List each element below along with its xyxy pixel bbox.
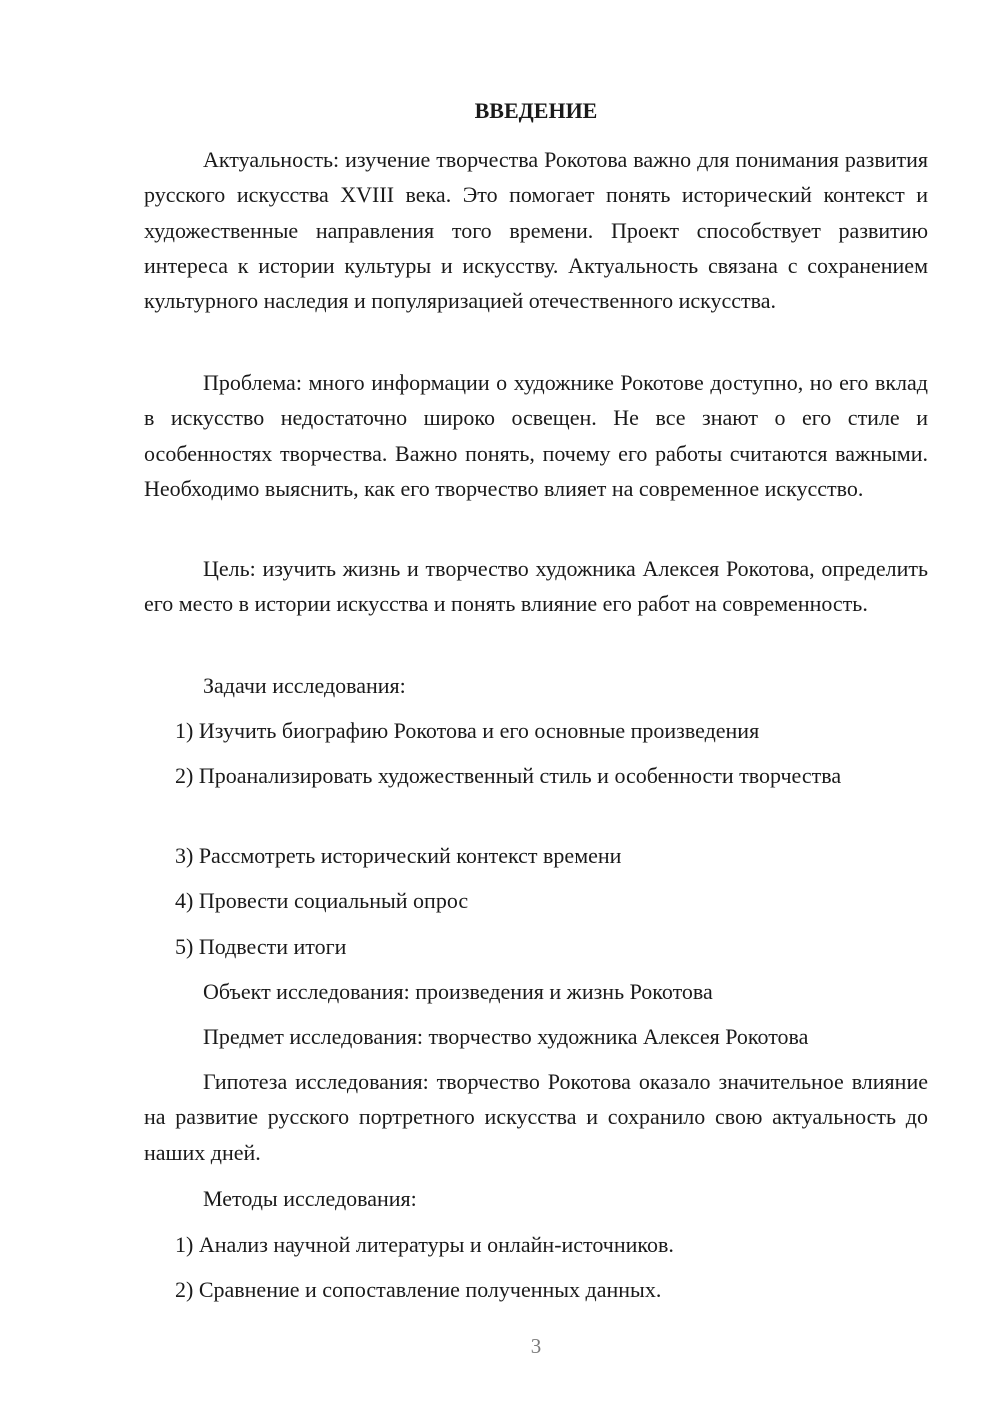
task-item: 2) Проанализировать художественный стиль и особенности творчества — [175, 763, 842, 788]
method-item: 1) Анализ научной литературы и онлайн-источников. — [175, 1232, 674, 1257]
tasks-title: Задачи исследования: — [203, 673, 406, 698]
page-number: 3 — [530, 1334, 542, 1358]
relevance-paragraph: Актуальность: изучение творчества Рокотова важно для понимания развития русского искусства XVIII века. Это помогает понять исторический контекст и художественные направления того времени. Проект способствует развитию интереса к истории культуры и искусству. Актуальность связана с сохранением культурного наследия и популяризацией отечественного искусства. — [144, 147, 928, 314]
subject-paragraph: Предмет исследования: творчество художника Алексея Рокотова — [203, 1024, 809, 1049]
task-item: 4) Провести социальный опрос — [175, 888, 469, 913]
goal-paragraph: Цель: изучить жизнь и творчество художника Алексея Рокотова, определить его место в истории искусства и понять влияние его работ на современность. — [144, 556, 928, 617]
task-item: 3) Рассмотреть исторический контекст времени — [175, 843, 622, 868]
section-heading: ВВЕДЕНИЕ — [474, 98, 598, 123]
task-item: 1) Изучить биографию Рокотова и его основные произведения — [175, 718, 760, 743]
task-item: 5) Подвести итоги — [175, 934, 347, 959]
method-item: 2) Сравнение и сопоставление полученных данных. — [175, 1277, 662, 1302]
hypothesis-paragraph: Гипотеза исследования: творчество Рокотова оказало значительное влияние на развитие русского портретного искусства и сохранило свою актуальность до наших дней. — [144, 1069, 928, 1165]
methods-title: Методы исследования: — [203, 1186, 417, 1211]
object-paragraph: Объект исследования: произведения и жизнь Рокотова — [203, 979, 713, 1004]
problem-paragraph: Проблема: много информации о художнике Рокотове доступно, но его вклад в искусство недостаточно широко освещен. Не все знают о его стиле и особенностях творчества. Важно понять, почему его работы считаются важными. Необходимо выяснить, как его творчество влияет на современное искусство. — [144, 370, 928, 501]
